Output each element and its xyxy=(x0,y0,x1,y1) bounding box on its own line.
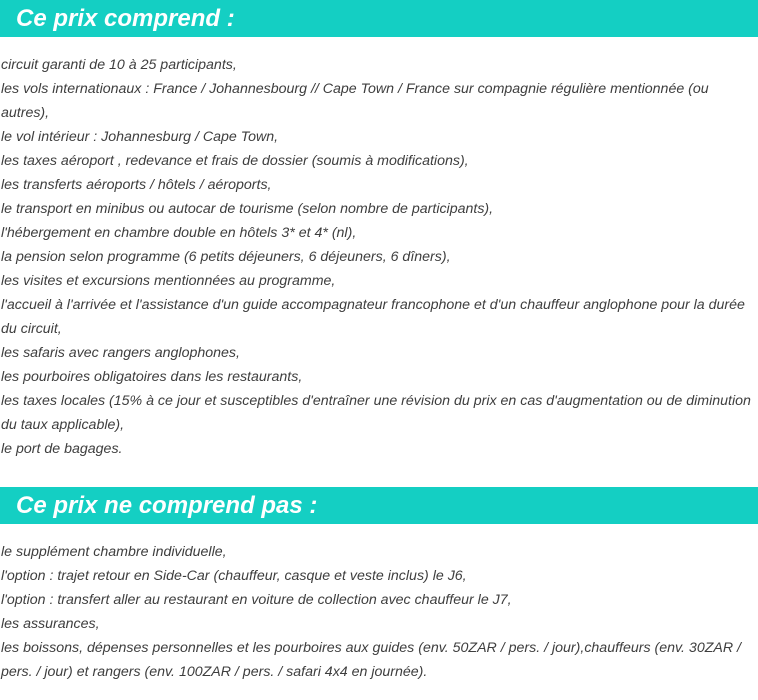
list-item: le port de bagages. xyxy=(1,441,123,457)
list-item: l'option : transfert aller au restaurant en voiture de collection avec chauffeur le J7, xyxy=(1,592,512,608)
list-item: l'option : trajet retour en Side-Car (chauffeur, casque et veste inclus) le J6, xyxy=(1,568,467,584)
list-item: circuit garanti de 10 à 25 participants, xyxy=(1,57,237,73)
list-item: les boissons, dépenses personnelles et les pourboires aux guides (env. 50ZAR / pers. / jour),chauffeurs (env. 30ZAR / pers. / jour) et rangers (env. 100ZAR / pers. / safari 4x4 en journée). xyxy=(1,640,741,680)
included-section-title: Ce prix comprend : xyxy=(0,0,758,37)
list-item: les taxes locales (15% à ce jour et susceptibles d'entraîner une révision du prix en cas d'augmentation ou de diminution du taux applicable), xyxy=(1,393,751,433)
list-item: les taxes aéroport , redevance et frais de dossier (soumis à modifications), xyxy=(1,153,469,169)
list-item: les visites et excursions mentionnées au programme, xyxy=(1,273,336,289)
list-item: les transferts aéroports / hôtels / aéroports, xyxy=(1,177,272,193)
list-item: les pourboires obligatoires dans les restaurants, xyxy=(1,369,303,385)
included-items-list xyxy=(1,53,758,461)
list-item: les assurances, xyxy=(1,616,100,632)
list-item: les vols internationaux : France / Johannesbourg // Cape Town / France sur compagnie régulière mentionnée (ou autres), xyxy=(1,81,709,121)
list-item: le transport en minibus ou autocar de tourisme (selon nombre de participants), xyxy=(1,201,494,217)
list-item: l'hébergement en chambre double en hôtels 3* et 4* (nl), xyxy=(1,225,357,241)
list-item: l'accueil à l'arrivée et l'assistance d'un guide accompagnateur francophone et d'un chauffeur anglophone pour la durée du circuit, xyxy=(1,297,745,337)
list-item: le vol intérieur : Johannesburg / Cape Town, xyxy=(1,129,279,145)
excluded-items-list xyxy=(1,540,758,684)
list-item: les safaris avec rangers anglophones, xyxy=(1,345,240,361)
list-item: le supplément chambre individuelle, xyxy=(1,544,227,560)
excluded-section-title: Ce prix ne comprend pas : xyxy=(0,487,758,524)
list-item: la pension selon programme (6 petits déjeuners, 6 déjeuners, 6 dîners), xyxy=(1,249,451,265)
